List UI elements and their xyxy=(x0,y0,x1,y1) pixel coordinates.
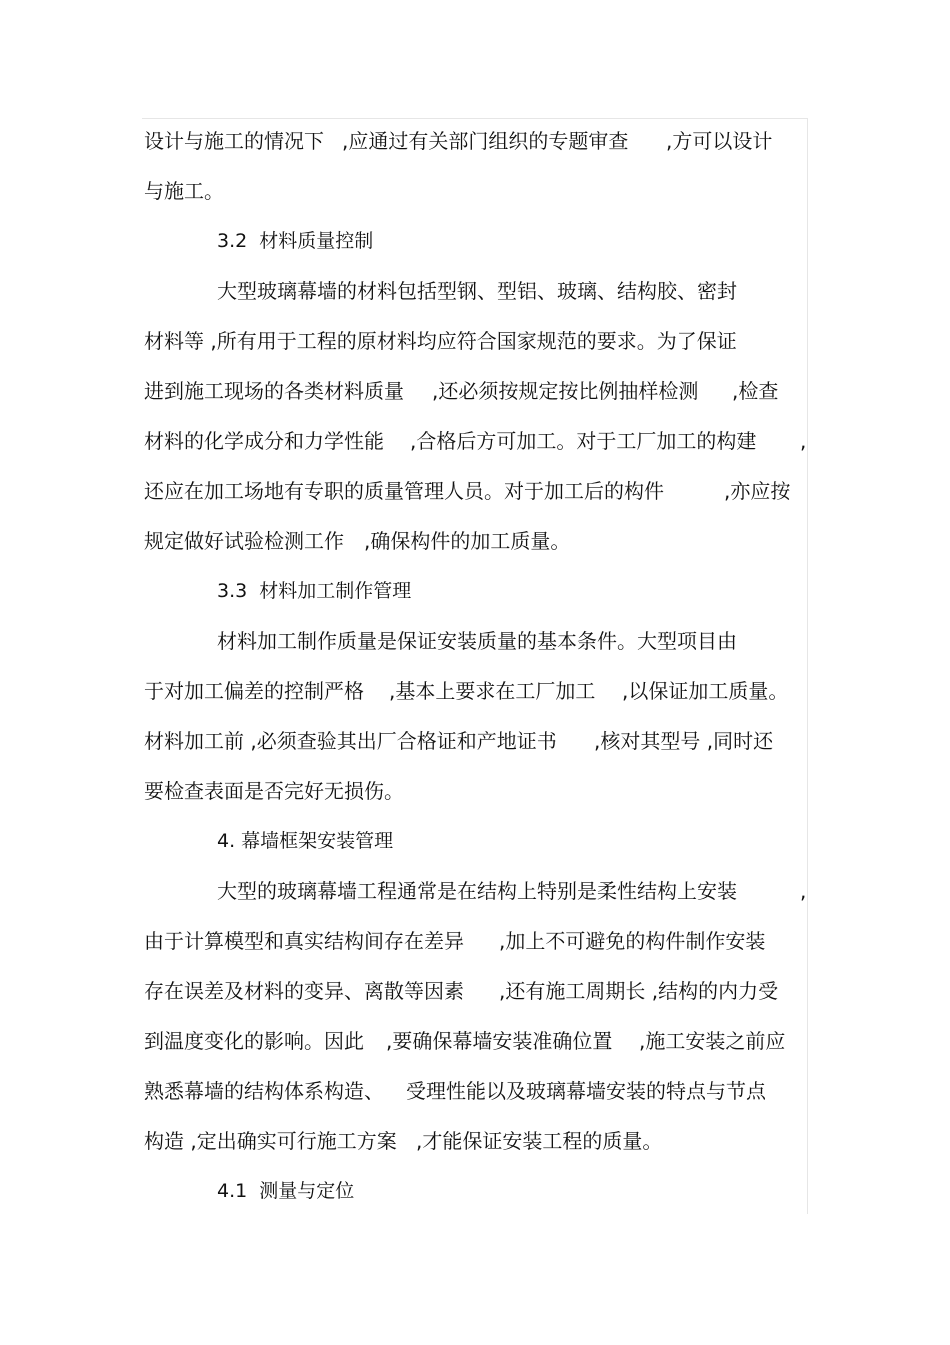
heading-text: 3.2 材料质量控制 xyxy=(217,230,374,252)
section-heading xyxy=(144,566,824,616)
text-segment: ,以保证加工质量。 xyxy=(622,679,789,703)
text-line xyxy=(144,616,824,666)
text-segment: 材料的化学成分和力学性能 xyxy=(144,429,384,453)
text-line xyxy=(144,316,824,366)
text-segment: 材料等 ,所有用于工程的原材料均应符合国家规范的要求。为了保证 xyxy=(144,329,737,353)
text-line xyxy=(144,166,824,216)
text-line xyxy=(144,666,824,716)
body-text xyxy=(144,116,824,1216)
text-segment: 进到施工现场的各类材料质量 xyxy=(144,379,404,403)
text-segment: 大型的玻璃幕墙工程通常是在结构上特别是柔性结构上安装 xyxy=(217,879,737,903)
text-segment: ,还必须按规定按比例抽样检测 xyxy=(432,379,699,403)
text-segment: ,亦应按 xyxy=(724,479,791,503)
heading-text: 4. 幕墙框架安装管理 xyxy=(217,830,394,852)
text-segment: 存在误差及材料的变异、离散等因素 xyxy=(144,979,464,1003)
text-segment: , xyxy=(800,879,807,903)
text-line xyxy=(144,966,824,1016)
text-segment: 设计与施工的情况下 xyxy=(144,129,324,153)
text-segment: 规定做好试验检测工作 xyxy=(144,529,344,553)
text-segment: 材料加工制作质量是保证安装质量的基本条件。大型项目由 xyxy=(217,629,737,653)
text-segment: 还应在加工场地有专职的质量管理人员。对于加工后的构件 xyxy=(144,479,664,503)
text-segment: , xyxy=(800,429,807,453)
section-heading xyxy=(144,216,824,266)
section-heading xyxy=(144,816,824,866)
text-line xyxy=(144,116,824,166)
text-segment: ,施工安装之前应 xyxy=(639,1029,786,1053)
text-segment: 受理性能以及玻璃幕墙安装的特点与节点 xyxy=(406,1079,766,1103)
text-line xyxy=(144,266,824,316)
text-line xyxy=(144,766,824,816)
text-segment: ,还有施工周期长 ,结构的内力受 xyxy=(499,979,779,1003)
text-segment: ,应通过有关部门组织的专题审查 xyxy=(342,129,629,153)
heading-text: 3.3 材料加工制作管理 xyxy=(217,580,412,602)
text-segment: 材料加工前 ,必须查验其出厂合格证和产地证书 xyxy=(144,729,557,753)
text-line xyxy=(144,366,824,416)
text-segment: ,检查 xyxy=(732,379,779,403)
text-segment: 构造 ,定出确实可行施工方案 xyxy=(144,1129,397,1153)
text-segment: 到温度变化的影响。因此 xyxy=(144,1029,364,1053)
text-segment: ,确保构件的加工质量。 xyxy=(364,529,571,553)
text-segment: ,方可以设计 xyxy=(666,129,773,153)
text-segment: ,要确保幕墙安装准确位置 xyxy=(386,1029,613,1053)
text-line xyxy=(144,1066,824,1116)
text-segment: ,基本上要求在工厂加工 xyxy=(389,679,596,703)
text-line xyxy=(144,416,824,466)
text-segment: ,核对其型号 ,同时还 xyxy=(594,729,774,753)
text-segment: ,加上不可避免的构件制作安装 xyxy=(499,929,766,953)
text-line xyxy=(144,516,824,566)
text-line xyxy=(144,916,824,966)
section-heading xyxy=(144,1166,824,1216)
text-segment: 于对加工偏差的控制严格 xyxy=(144,679,364,703)
text-segment: ,合格后方可加工。对于工厂加工的构建 xyxy=(410,429,757,453)
text-segment: 大型玻璃幕墙的材料包括型钢、型铝、玻璃、结构胶、密封 xyxy=(217,279,737,303)
text-segment: 与施工。 xyxy=(144,179,224,203)
text-line xyxy=(144,716,824,766)
text-line xyxy=(144,1116,824,1166)
text-segment: 熟悉幕墙的结构体系构造、 xyxy=(144,1079,384,1103)
text-line xyxy=(144,866,824,916)
text-segment: ,才能保证安装工程的质量。 xyxy=(416,1129,663,1153)
text-segment: 要检查表面是否完好无损伤。 xyxy=(144,779,404,803)
text-line xyxy=(144,466,824,516)
text-line xyxy=(144,1016,824,1066)
text-segment: 由于计算模型和真实结构间存在差异 xyxy=(144,929,464,953)
heading-text: 4.1 测量与定位 xyxy=(217,1180,355,1202)
